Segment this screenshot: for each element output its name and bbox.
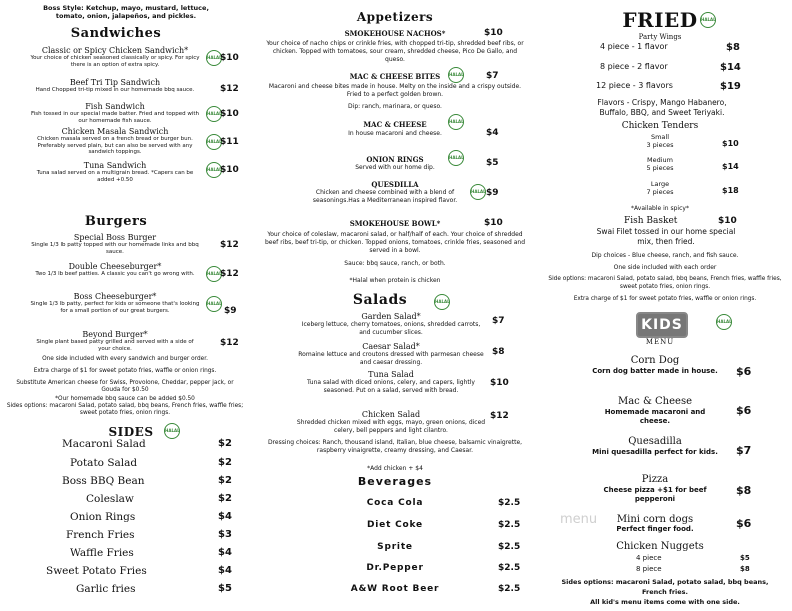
menu-item: Special Boss Burger Single 1/3 lb patty topped with our homemade links and bbq sauce.: [31, 233, 199, 255]
item-desc: Chicken and cheese combined with a blend of seasonings.Has a Mediterranean inspired flavor.: [312, 189, 458, 204]
burger-note: *Our homemade bbq sauce can be added $0.50: [55, 396, 195, 402]
sandwiches-title: Sandwiches: [70, 26, 162, 41]
menu-item: Classic or Spicy Chicken Sandwich* Your choice of chicken seasoned classically or spicy. For spicy there is an option of extra spicy.: [30, 46, 200, 68]
dressing-note: Dressing choices: Ranch, thousand island, Italian, blue cheese, balsamic vinaigrette, raspberry vinaigrette, creamy dressing, and Caesar.: [267, 439, 523, 454]
list-item: Potato Salad $2: [70, 457, 232, 469]
halal-badge-icon: HALAL: [206, 296, 222, 312]
side-options-note: Side options: macaroni Salad, potato salad, bbq beans, French fries, waffle fries, sweet potato fries, onion rings.: [548, 276, 782, 290]
item-desc: Your choice of coleslaw, macaroni salad, or half/half of each. Your choice of shredded beef ribs, beef tri-tip, or chicken. Topped onions, tomatoes, crinkle fries, seasoned and served in a bowl.: [264, 231, 526, 254]
salads-title: Salads: [352, 292, 408, 308]
right-column: FRIED HALAL Party Wings 4 piece - 1 flavor $8 8 piece - 2 flavor $14 12 piece - 3 flavors $19 Flavors - Crispy, Mango Habanero, Buffalo, BBQ, and Sweet Teriyaki. Chicken Tenders Small 3 pieces $10 Medium 5 pieces $14 Large 7 pieces $18 *Available in spicy* Fish Basket $10 Swai Filet tossed in our home special mix, then fried. Dip choices - Blue cheese, ranch, and fish sauce. One side included with each order Side options: macaroni Salad, potato salad, bbq beans, French fries, waffle fries, sweet potato fries, onion rings. Extra charge of $1 for sweet potato fries, waffle or onion rings. KIDS HALAL MENU Corn Dog Corn dog batter made in house. $6 Mac & Cheese Homemade macaroni and cheese. $6 Quesadilla Mini quesadilla perfect for kids. $7 Pizza Cheese pizza +$1 for beef pepperoni $8 Mini corn dogs Perfect finger food. $6 Chicken Nuggets 4 piece $5 8 piece $8 Sides options: macaroni Salad, potato salad, bbq beans, French fries. All kid's menu items come with one side.: [540, 0, 790, 611]
item-extra: Sauce: bbq sauce, ranch, or both.: [344, 260, 446, 267]
beverages-title: Beverages: [357, 475, 433, 488]
list-item: 8 piece $8: [636, 565, 750, 573]
menu-item: Beyond Burger* Single plant based patty grilled and served with a side of your choice.: [36, 330, 194, 352]
menu-label: MENU: [645, 338, 675, 346]
item-desc: Macaroni and cheese bites made in house. Melty on the inside and a crispy outside. Fried to a perfect golden brown.: [268, 83, 522, 98]
halal-badge-icon: HALAL: [448, 114, 464, 130]
list-item: Coleslaw $2: [86, 493, 232, 505]
list-item: Waffle Fries $4: [70, 547, 232, 559]
halal-note: *Halal when protein is chicken: [349, 277, 441, 284]
item-desc: Your choice of nacho chips or crinkle fries, with chopped tri-tip, shredded beef ribs, or chicken. Topped with tomatoes, sour cream, shredded cheese, Pico De Gallo, and queso.: [266, 40, 524, 63]
extra-note: Extra charge of $1 for sweet potato fries, waffle or onion rings.: [573, 296, 757, 302]
list-item: Onion Rings $4: [70, 511, 232, 523]
list-item: Boss BBQ Bean $2: [62, 475, 232, 487]
item-desc: Served with our home dip.: [355, 164, 435, 171]
flavors-note: Flavors - Crispy, Mango Habanero, Buffalo, BBQ, and Sweet Teriyaki.: [597, 98, 727, 117]
item-name: SMOKEHOUSE BOWL*: [349, 219, 441, 228]
list-item: Sweet Potato Fries $4: [46, 565, 232, 577]
list-item: Sprite $2.5: [377, 542, 521, 552]
kids-side-note: Sides options: macaroni Salad, potato salad, bbq beans, French fries.: [561, 578, 769, 596]
menu-item: Chicken Salad Shredded chicken mixed with eggs, mayo, green onions, diced celery, bell peppers and light cilantro.: [296, 410, 486, 434]
list-item: Macaroni Salad $2: [62, 438, 232, 450]
item-name: SMOKEHOUSE NACHOS*: [344, 29, 446, 38]
list-item: Diet Coke $2.5: [367, 520, 521, 530]
wings-title: Party Wings: [638, 33, 682, 41]
menu-item: Double Cheeseburger* Two 1/3 lb beef patties. A classic you can't go wrong with.: [35, 262, 195, 277]
list-item: Dr.Pepper $2.5: [366, 563, 521, 573]
item-desc: In house macaroni and cheese.: [348, 130, 442, 137]
halal-badge-icon: HALAL: [448, 150, 464, 166]
menu-item: Boss Cheeseburger* Single 1/3 lb patty, perfect for kids or someone that's looking for a small portion of our great burgers.: [30, 292, 200, 314]
item-name: ONION RINGS: [366, 155, 424, 164]
spicy-note: *Available in spicy*: [631, 205, 689, 212]
burger-note: Extra charge of $1 for sweet potato fries, waffle or onion rings.: [33, 368, 217, 374]
halal-badge-icon: HALAL: [206, 134, 222, 150]
menu-item: Tuna Salad Tuna salad with diced onions, celery, and capers, lightly seasoned. Put on a salad, served with bread.: [307, 370, 475, 394]
list-item: A&W Root Beer $2.5: [350, 584, 521, 594]
watermark: menu: [560, 512, 598, 527]
halal-badge-icon: HALAL: [206, 266, 222, 282]
halal-badge-icon: HALAL: [206, 162, 222, 178]
dip-note: Dip choices - Blue cheese, ranch, and fish sauce.: [591, 252, 739, 259]
side-note: One side included with each order: [613, 264, 717, 271]
menu-item: Beef Tri Tip Sandwich Hand Chopped tri-tip mixed in our homemade bbq sauce.: [35, 78, 195, 93]
menu-item: Chicken Masala Sandwich Chicken masala served on a french bread or burger bun. Preferably served plain, but can also be served with any sandwich toppings.: [37, 127, 193, 156]
halal-badge-icon: HALAL: [448, 67, 464, 83]
item-extra: Dip: ranch, marinara, or queso.: [348, 103, 442, 110]
burger-note: Substitute American cheese for Swiss, Provolone, Cheddar, pepper jack, or Gouda for $0.50: [16, 380, 234, 393]
kids-side-note: All kid's menu items come with one side.: [590, 598, 740, 606]
menu-item: Fish Sandwich Fish tossed in our special made batter. Fried and topped with our homemade fish sauce.: [30, 102, 200, 124]
list-item: 4 piece $5: [636, 554, 750, 562]
burger-note: One side included with every sandwich and burger order.: [42, 356, 208, 362]
burgers-title: Burgers: [84, 214, 148, 229]
halal-badge-icon: HALAL: [470, 184, 486, 200]
list-item: 12 piece - 3 flavors $19: [596, 81, 741, 92]
sides-title: SIDES: [108, 425, 154, 439]
list-item: 4 piece - 1 flavor $8: [600, 42, 740, 53]
halal-badge-icon: HALAL: [434, 294, 450, 310]
halal-badge-icon: HALAL: [164, 423, 180, 439]
boss-style-note: Boss Style: Ketchup, mayo, mustard, lettuce, tomato, onion, jalapeños, and pickles.: [43, 4, 209, 20]
fried-title: FRIED: [622, 8, 698, 32]
add-chicken-note: *Add chicken + $4: [367, 465, 423, 472]
halal-badge-icon: HALAL: [206, 106, 222, 122]
halal-badge-icon: HALAL: [716, 314, 732, 330]
kids-logo: KIDS: [636, 312, 688, 338]
list-item: Coca Cola $2.5: [366, 498, 521, 508]
middle-column: Appetizers SMOKEHOUSE NACHOS* $10 Your choice of nacho chips or crinkle fries, with chopped tri-tip, shredded beef ribs, or chicken. Topped with tomatoes, sour cream, shredded cheese, Pico De Gallo, and queso. MAC & CHEESE BITES HALAL $7 Macaroni and cheese bites made in house. Melty on the inside and a crispy outside. Fried to a perfect golden brown. Dip: ranch, marinara, or queso. MAC & CHEESE In house macaroni and cheese. HALAL $4 ONION RINGS Served with our home dip. HALAL $5 QUESDILLA Chicken and cheese combined with a blend of seasonings.Has a Mediterranean inspired flavor. HALAL $9 SMOKEHOUSE BOWL* $10 Your choice of coleslaw, macaroni salad, or half/half of each. Your choice of shredded beef ribs, beef tri-tip, or chicken. Topped onions, tomatoes, crinkle fries, seasoned and served in a bowl. Sauce: bbq sauce, ranch, or both. *Halal when protein is chicken Salads HALAL Garden Salad* Iceberg lettuce, cherry tomatoes, onions, shredded carrots, and cucumber slices. $7 Caesar Salad* Romaine lettuce and croutons dressed with parmesan cheese and caesar dressing. $8 Tuna Salad Tuna salad with diced onions, celery, and capers, lightly seasoned. Put on a salad, served with bread. $10 Chicken Salad Shredded chicken mixed with eggs, mayo, green onions, diced celery, bell peppers and light cilantro. $12 Dressing choices: Ranch, thousand island, Italian, blue cheese, balsamic vinaigrette, raspberry vinaigrette, creamy dressing, and Caesar. *Add chicken + $4 Beverages Coca Cola $2.5 Diet Coke $2.5 Sprite $2.5 Dr.Pepper $2.5 A&W Root Beer $2.5: [260, 0, 528, 611]
menu-item: Garden Salad* Iceberg lettuce, cherry tomatoes, onions, shredded carrots, and cucumber slices.: [301, 312, 481, 336]
fish-desc: Swai Filet tossed in our home special mix, then fried.: [596, 227, 736, 246]
item-name: QUESDILLA: [371, 180, 419, 189]
menu-item: Tuna Sandwich Tuna salad served on a multigrain bread. *Capers can be added +0.50: [36, 161, 194, 183]
appetizers-title: Appetizers: [356, 10, 434, 24]
halal-badge-icon: HALAL: [206, 50, 222, 66]
menu-item: Caesar Salad* Romaine lettuce and croutons dressed with parmesan cheese and caesar dressing.: [298, 342, 484, 366]
list-item: French Fries $3: [66, 529, 232, 541]
item-name: MAC & CHEESE BITES: [349, 72, 441, 81]
halal-badge-icon: HALAL: [700, 12, 716, 28]
burger-note: Sides options: macaroni Salad, potato salad, bbq beans, French fries, waffle fries; sweet potato fries, onion rings.: [6, 403, 244, 416]
item-name: MAC & CHEESE: [363, 120, 427, 129]
tenders-title: Chicken Tenders: [621, 121, 699, 131]
nuggets-title: Chicken Nuggets: [616, 541, 704, 552]
list-item: 8 piece - 2 flavor $14: [600, 62, 741, 73]
fish-title: Fish Basket: [624, 216, 678, 226]
list-item: Garlic fries $5: [76, 583, 232, 595]
left-column: Boss Style: Ketchup, mayo, mustard, lettuce, tomato, onion, jalapeños, and pickles. Sandwiches Classic or Spicy Chicken Sandwich* Your choice of chicken seasoned classically or spicy. For spicy there is an option of extra spicy. HALAL $10 Beef Tri Tip Sandwich Hand Chopped tri-tip mixed in our homemade bbq sauce. $12 Fish Sandwich Fish tossed in our special made batter. Fried and topped with our homemade fish sauce. HALAL $10 Chicken Masala Sandwich Chicken masala served on a french bread or burger bun. Preferably served plain, but can also be served with any sandwich toppings. HALAL $11 Tuna Sandwich Tuna salad served on a multigrain bread. *Capers can be added +0.50 HALAL $10 Burgers Special Boss Burger Single 1/3 lb patty topped with our homemade links and bbq sauce. $12 Double Cheeseburger* Two 1/3 lb beef patties. A classic you can't go wrong with. HALAL $12 Boss Cheeseburger* Single 1/3 lb patty, perfect for kids or someone that's looking for a small portion of our great burgers. HALAL $9 Beyond Burger* Single plant based patty grilled and served with a side of your choice. $12 One side included with every sandwich and burger order. Extra charge of $1 for sweet potato fries, waffle or onion rings. Substitute American cheese for Swiss, Provolone, Cheddar, pepper jack, or Gouda for $0.50 *Our homemade bbq sauce can be added $0.50 Sides options: macaroni Salad, potato salad, bbq beans, French fries, waffle fries; sweet potato fries, onion rings. SIDES HALAL Macaroni Salad $2 Potato Salad $2 Boss BBQ Bean $2 Coleslaw $2 Onion Rings $4 French Fries $3 Waffle Fries $4 Sweet Potato Fries $4 Garlic fries $5: [6, 0, 244, 611]
